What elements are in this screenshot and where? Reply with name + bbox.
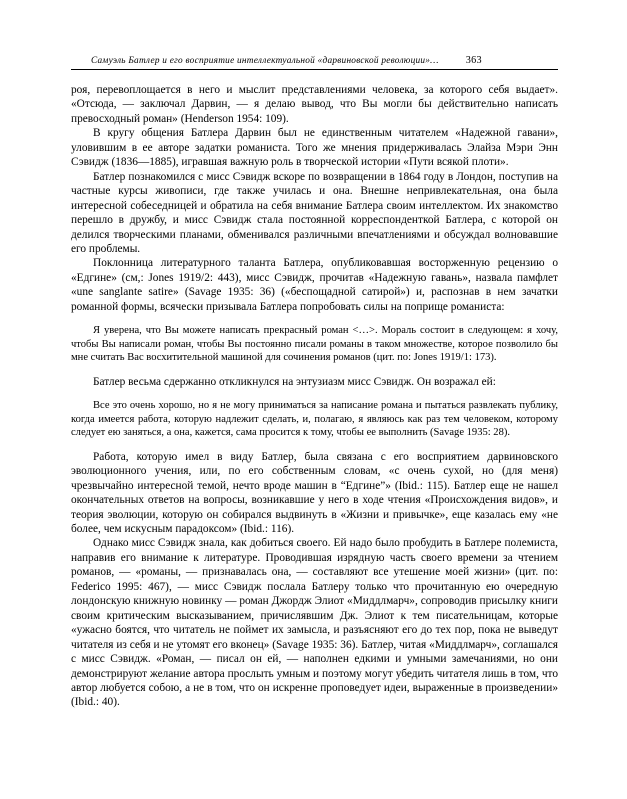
running-head: [71, 55, 558, 66]
header-rule: [71, 69, 558, 70]
paragraph-butler-meets-savage: Батлер познакомился с мисс Сэвидж вскоре по возвращении в 1864 году в Лондон, поступив на частные курсы живописи, где также училась и она. Внешне непривлекательная, она была интересной собеседницей и обратила на себя внимание Батлера своим интеллектом. Их знакомство перешло в дружбу, и мисс Сэвидж стала постоянной корреспонденткой Батлера, с которой он делился творческими планами, обменивался различными впечатлениями и обсуждал волновавшие его проблемы.: [71, 170, 558, 255]
paragraph-butler-reserved-reply: Батлер весьма сдержанно откликнулся на энтузиазм мисс Сэвидж. Он возражал ей:: [93, 375, 496, 388]
blockquote-savage-letter: Я уверена, что Вы можете написать прекрасный роман <…>. Мораль состоит в следующем: я хочу, чтобы Вы написали роман, чтобы Вы постоянно писали романы в таком множестве, которое позволило бы мне считать Вас восхитительной машиной для сочинения романов (цит. по: Jones 1919/1: 173).: [71, 325, 558, 364]
paragraph-darwin-not-only-reader: В кругу общения Батлера Дарвин был не единственным читателем «Надежной гавани», уловившим в ее авторе задатки романиста. Того же мнения придерживалась Элайза Мэри Энн Сэвидж (1836—1885), игравшая важную роль в творческой истории «Пути всякой плоти».: [71, 127, 558, 169]
page-content: [71, 55, 558, 710]
paragraph-savage-middlemarch: Однако мисс Сэвидж знала, как добиться своего. Ей надо было пробудить в Батлере полемиста, направив его внимание к литературе. Проводившая изрядную часть своего времени за чтением романов, — «романы, — признавалась она, — составляют все утешение моей жизни» (цит. по: Federico 1995: 467), — мисс Сэвидж послала Батлеру только что прочитанную ею очередную лондонскую книжную новинку — роман Джордж Элиот «Миддлмарч», сопроводив присылку книги своим критическим высказыванием, причислявшим Дж. Элиот к тем писательницам, которые «ужасно боятся, что читатель не поймет их замысла, и разъясняют его до тех пор, пока не выведут читателя из себя и не утомят его вконец» (Savage 1935: 36). Батлер, читая «Миддлмарч», соглашался с мисс Сэвидж. «Роман, — писал он ей, — наполнен едкими и умными замечаниями, но они демонстрируют желание автора прослыть умным и поэтому могут убедить читателя лишь в том, что автор любуется собою, а не в том, что он искренне проповедует идеи, выраженные в произведении» (Ibid.: 40).: [71, 537, 558, 709]
paragraph-butler-work-evolution: Работа, которую имел в виду Батлер, была связана с его восприятием дарвиновского эволюционного учения, или, по его собственным словам, «с очень сухой, но (для меня) чрезвычайно интересной темой, нечто вроде машин в “Едгине”» (Ibid.: 115). Батлер еще не нашел окончательных ответов на вопросы, возникавшие у него в ходе чтения «Происхождения видов», и теория эволюции, которую он собирался выдвинуть в «Жизни и привычке», еще казалась ему «не более, чем искусным парадоксом» (Ibid.: 116).: [71, 450, 558, 535]
paragraph-continuation: роя, перевоплощается в него и мыслит представлениями человека, за которого себя выдает». «Отсюда, — заключал Дарвин, — я делаю вывод, что Вы могли бы действительно написать превосходный роман» (Henderson 1954: 109).: [71, 84, 558, 125]
body-text: [71, 83, 558, 710]
page-number: 363: [465, 55, 482, 66]
running-head-title: Самуэль Батлер и его восприятие интеллектуальной «дарвиновской революции»…: [91, 56, 439, 66]
paragraph-savage-admirer: Поклонница литературного таланта Батлера, опубликовавшая восторженную рецензию о «Едгине» (см,: Jones 1919/2: 443), мисс Сэвидж, прочитав «Надежную гавань», назвала памфлет «une sanglante satire» (Savage 1935: 36) («беспощадной сатирой») и, распознав в нем зачатки романной формы, всячески призывала Батлера попробовать силы на поприще романиста:: [71, 257, 558, 313]
blockquote-butler-letter: Все это очень хорошо, но я не могу приниматься за написание романа и пытаться развлекать публику, когда имеется работа, которую надлежит сделать, и, полагаю, я являюсь как раз тем человеком, которому следует ею заняться, а она, кажется, сама просится к тому, чтобы ее выполнить (Savage 1935: 28).: [71, 400, 558, 439]
